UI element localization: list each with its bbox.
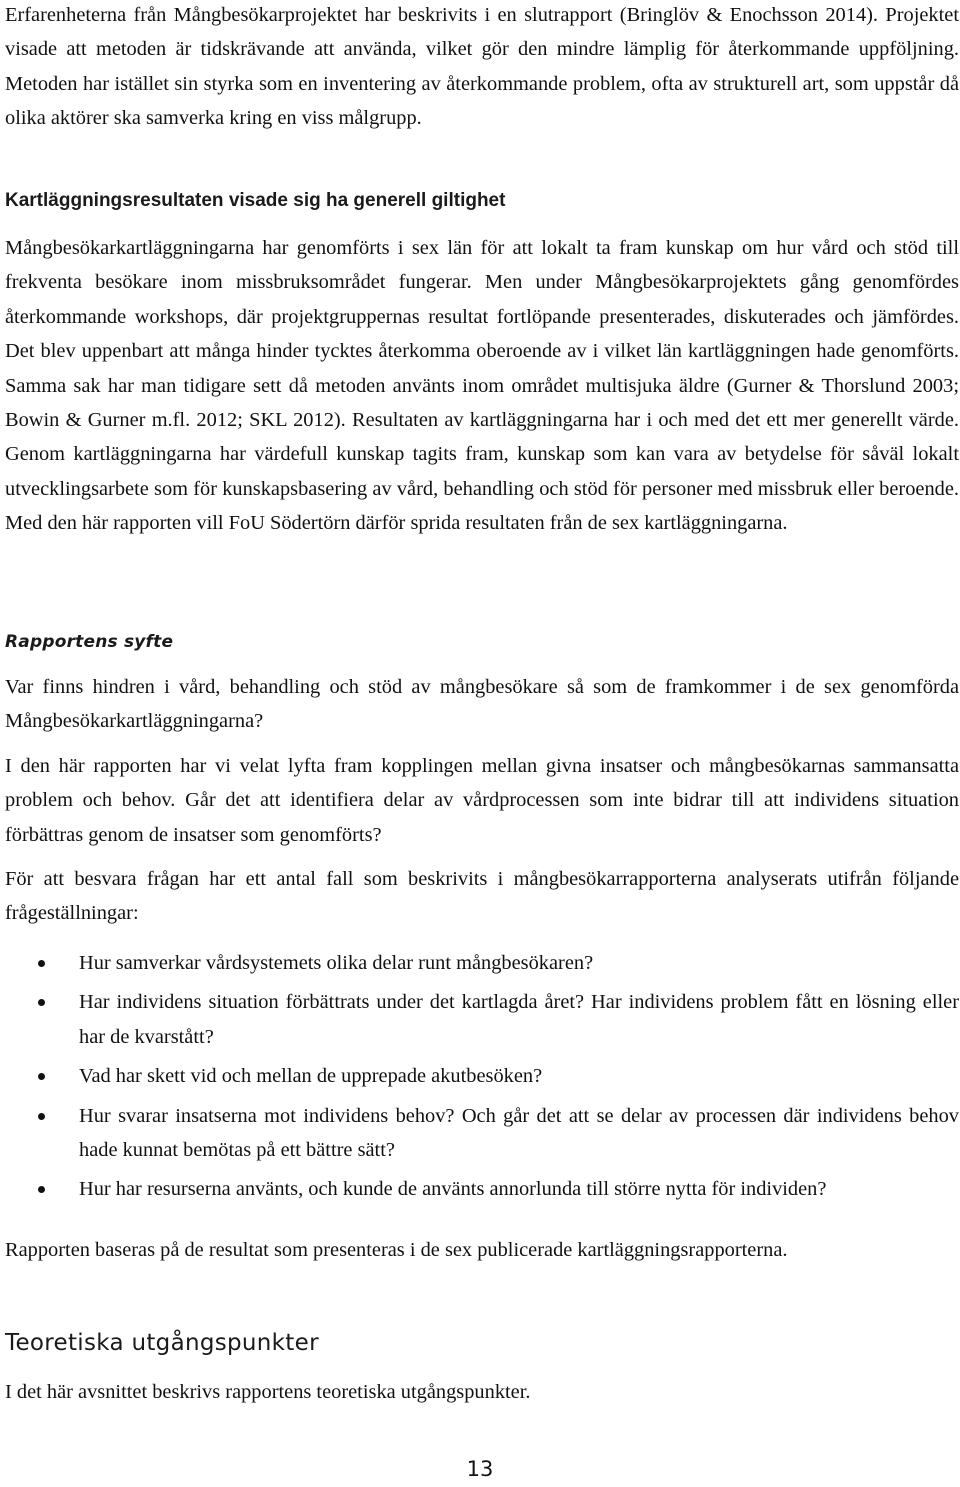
list-item [0, 985, 959, 1054]
list-item [0, 946, 959, 980]
list-item-text: Vad har skett vid och mellan de upprepade akutbesöken? [79, 1065, 543, 1088]
bullet-icon [38, 999, 45, 1006]
kartlaggning-paragraph: Mångbesökarkartläggningarna har genomförts i sex län för att lokalt ta fram kunskap om hur vård och stöd till frekventa besökare inom missbruksområdet fungerar. Men under Mångbesökarprojektets gång genomfördes återkommande workshops, där projektgruppernas resultat fortlöpande presenterades, diskuterades och jämfördes. Det blev uppenbart att många hinder tycktes återkomma oberoende av i vilket län kartläggningen hade genomförts. Samma sak har man tidigare sett då metoden använts inom området multisjuka äldre (Gurner & Thorslund 2003; Bowin & Gurner m.fl. 2012; SKL 2012). Resultaten av kartläggningarna har i och med det ett mer generellt värde. Genom kartläggningarna har värdefull kunskap tagits fram, kunskap som kan vara av betydelse för såväl lokalt utvecklingsarbete som för kunskapsbasering av vård, behandling och stöd för personer med missbruk eller beroende. Med den här rapporten vill FoU Södertörn därför sprida resultaten från de sex kartläggningarna. [5, 237, 959, 535]
list-item-text: Har individens situation förbättrats under det kartlagda året? Har individens problem fått en lösning eller har de kvarstått? [79, 991, 959, 1048]
page-number: 13 [466, 1457, 494, 1481]
bullet-icon [38, 1186, 45, 1193]
list-item-text: Hur svarar insatserna mot individens behov? Och går det att se delar av processen där individens behov hade kunnat bemötas på ett bättre sätt? [79, 1104, 959, 1162]
cases-intro-paragraph: För att besvara frågan har ett antal fall som beskrivits i mångbesökarrapporterna analyserats utifrån följande frågeställningar: [5, 868, 959, 925]
list-item-text: Hur har resurserna använts, och kunde de använts annorlunda till större nytta för individen? [79, 1178, 827, 1201]
bullet-icon [38, 1113, 45, 1120]
question-list [0, 946, 959, 1212]
bullet-icon [38, 1073, 45, 1080]
list-item-text: Hur samverkar vårdsystemets olika delar runt mångbesökaren? [79, 952, 594, 974]
list-item [0, 1099, 959, 1168]
basis-paragraph: Rapporten baseras på de resultat som presenteras i de sex publicerade kartläggningsrapporterna. [5, 1239, 788, 1261]
teori-paragraph: I det här avsnittet beskrivs rapportens teoretiska utgångspunkter. [5, 1381, 531, 1403]
linking-paragraph: I den här rapporten har vi velat lyfta fram kopplingen mellan givna insatser och mångbesökarnas sammansatta problem och behov. Går det att identifiera delar av vårdprocessen som inte bidrar till att individens situation förbättras genom de insatser som genomförts? [5, 755, 959, 846]
list-item [0, 1059, 959, 1093]
bullet-icon [38, 960, 45, 967]
section-heading-kartlaggning: Kartläggningsresultaten visade sig ha generell giltighet [5, 190, 506, 211]
list-item [0, 1172, 959, 1206]
intro-paragraph: Erfarenheterna från Mångbesökarprojektet har beskrivits i en slutrapport (Bringlöv & Enochsson 2014). Projektet visade att metoden är tidskrävande att använda, vilket gör den mindre lämplig för återkommande uppföljning. Metoden har istället sin styrka som en inventering av återkommande problem, ofta av strukturell art, som uppstår då olika aktörer ska samverka kring en viss målgrupp. [5, 4, 959, 130]
section-heading-syfte: Rapportens syfte [5, 632, 174, 652]
research-question-paragraph: Var finns hindren i vård, behandling och stöd av mångbesökare så som de framkommer i de sex genomförda Mångbesökarkartläggningarna? [5, 676, 959, 733]
section-heading-teori: Teoretiska utgångspunkter [5, 1330, 319, 1356]
